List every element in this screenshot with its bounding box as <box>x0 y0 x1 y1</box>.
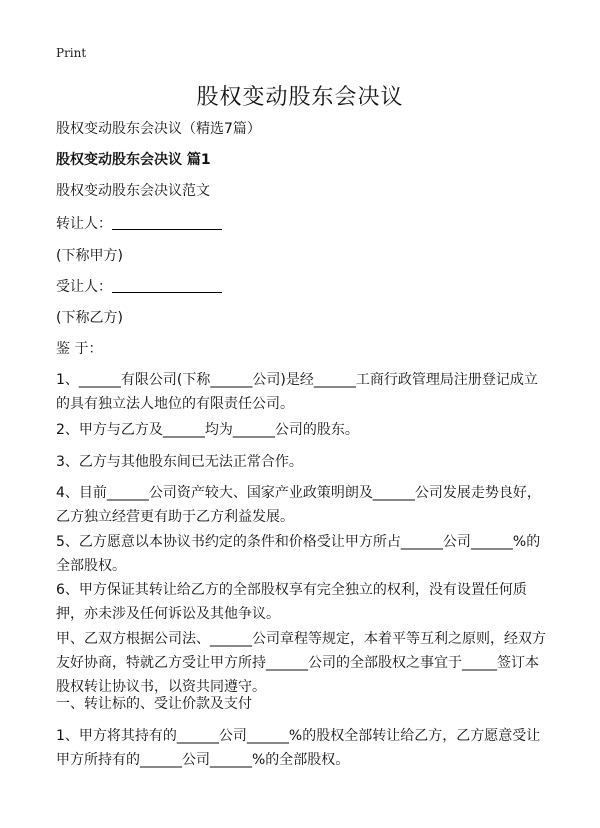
document-title: 股权变动股东会决议 <box>196 85 404 110</box>
section-heading: 股权变动股东会决议 篇1 <box>56 152 211 168</box>
transferor-alias: (下称甲方) <box>56 248 123 264</box>
document-subtitle: 股权变动股东会决议（精选7篇） <box>56 121 261 137</box>
section-one-heading: 一、转让标的、受让价款及支付 <box>56 696 252 712</box>
fanwen-line: 股权变动股东会决议范文 <box>56 183 210 199</box>
paragraph-3: 3、乙方与其他股东间已无法正常合作。 <box>56 454 303 470</box>
paragraph-8: 1、甲方将其持有的______公司______%的股权全部转让给乙方，乙方愿意受让甲方所持有的______公司______%的全部股权。 <box>56 728 541 768</box>
transferor-line <box>56 212 546 236</box>
paragraph-2: 2、甲方与乙方及______均为______公司的股东。 <box>56 422 359 438</box>
paragraph-4: 4、目前______公司资产较大、国家产业政策明朗及______公司发展走势良好，乙方独立经营更有助于乙方利益发展。 <box>56 485 541 525</box>
transferee-line <box>56 275 546 299</box>
paragraph-6: 6、甲方保证其转让给乙方的全部股权享有完全独立的权利，没有设置任何质押，亦未涉及任何诉讼及其他争议。 <box>56 582 527 622</box>
transferee-alias: (下称乙方) <box>56 310 123 326</box>
transferor-label: 转让人： <box>56 216 112 232</box>
paragraph-7: 甲、乙双方根据公司法、______公司章程等规定，本着平等互利之原则，经双方友好协商，特就乙方受让甲方所持______公司的全部股权之事宜于_____签订本股权转让协议书，以资共同遵守。 <box>56 631 546 695</box>
print-label[interactable]: Print <box>56 46 87 60</box>
paragraph-1: 1、______有限公司(下称______公司)是经______工商行政管理局注册登记成立的具有独立法人地位的有限责任公司。 <box>56 372 538 412</box>
paragraph-5: 5、乙方愿意以本协议书约定的条件和价格受让甲方所占______公司______%的全部股权。 <box>56 534 541 574</box>
transferor-blank <box>112 213 222 230</box>
transferee-label: 受让人： <box>56 279 112 295</box>
whereas-heading: 鉴 于： <box>56 341 103 357</box>
transferee-blank <box>112 276 222 293</box>
